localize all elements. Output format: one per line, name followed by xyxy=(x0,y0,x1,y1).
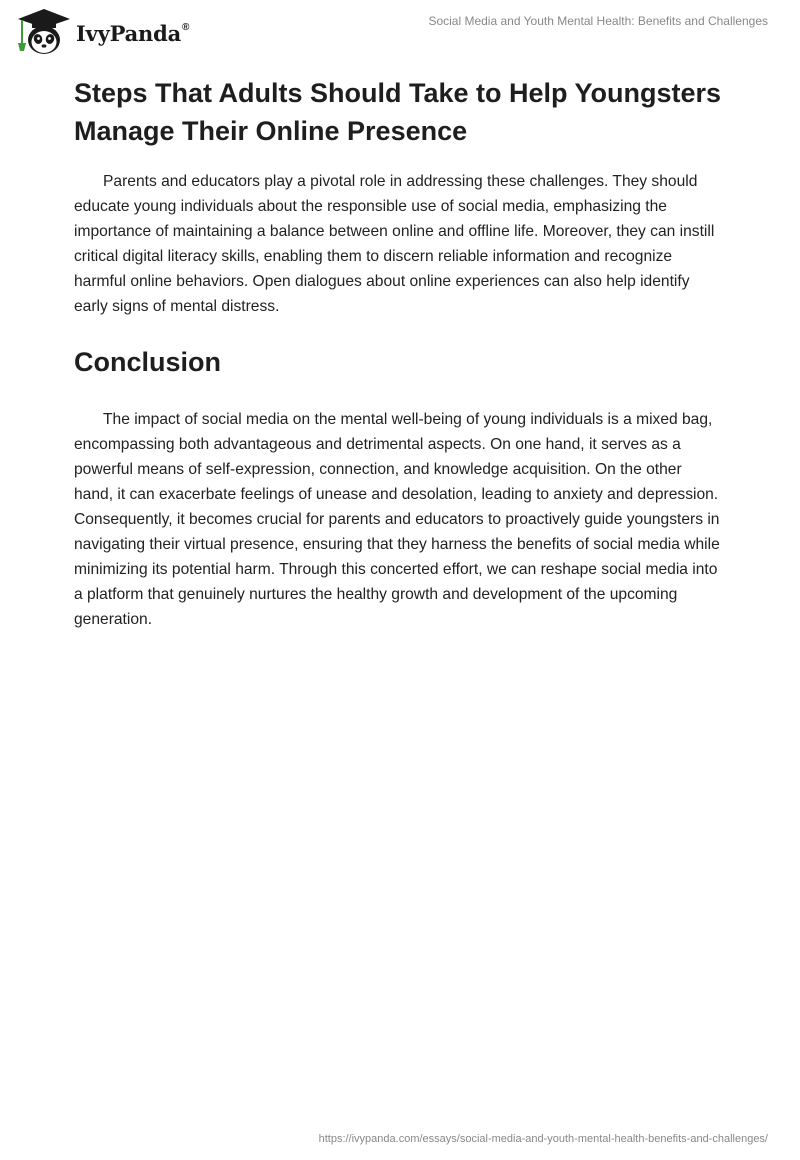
brand-name: IvyPanda® xyxy=(76,20,190,46)
ivypanda-logo[interactable] xyxy=(14,7,189,57)
panda-graduate-icon xyxy=(14,7,74,57)
paragraph-adult-steps: Parents and educators play a pivotal role in addressing these challenges. They should educate young individuals about the responsible use of social media, emphasizing the importance of maintaining a balance between online and offline life. Moreover, they can instill critical digital literacy skills, enabling them to discern reliable information and recognize harmful online behaviors. Open dialogues about online experiences can also help identify early signs of mental distress. xyxy=(74,173,715,315)
section-heading-conclusion: Conclusion xyxy=(74,347,221,377)
essay-content xyxy=(74,74,724,632)
registered-mark: ® xyxy=(182,21,190,33)
running-title: Social Media and Youth Mental Health: Benefits and Challenges xyxy=(428,14,768,28)
source-url[interactable]: https://ivypanda.com/essays/social-media-and-youth-mental-health-benefits-and-challenges/ xyxy=(318,1133,768,1145)
section-heading-adult-steps: Steps That Adults Should Take to Help Youngsters Manage Their Online Presence xyxy=(74,78,722,146)
paragraph-conclusion: The impact of social media on the mental well-being of young individuals is a mixed bag, encompassing both advantageous and detrimental aspects. On one hand, it serves as a powerful means of self-expression, connection, and knowledge acquisition. On the other hand, it can exacerbate feelings of unease and desolation, leading to anxiety and depression. Consequently, it becomes crucial for parents and educators to proactively guide youngsters in navigating their virtual presence, ensuring that they harness the benefits of social media while minimizing its potential harm. Through this concerted effort, we can reshape social media into a platform that genuinely nurtures the healthy growth and development of the upcoming generation. xyxy=(74,411,720,628)
page-header xyxy=(0,0,800,60)
